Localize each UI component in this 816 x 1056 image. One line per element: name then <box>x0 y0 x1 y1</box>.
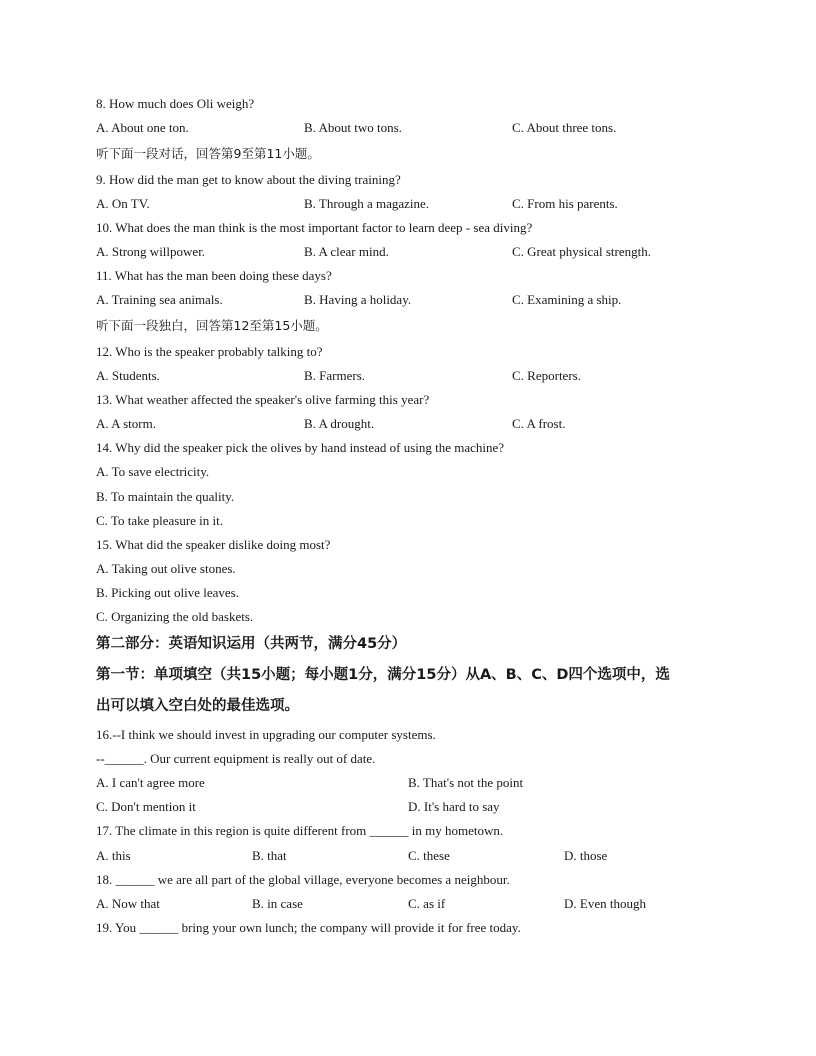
instruction-9-11: 听下面一段对话，回答第9至第11小题。 <box>96 146 320 161</box>
option-a: A. About one ton. <box>96 120 189 135</box>
question-12-stem: 12. Who is the speaker probably talking to? <box>96 344 323 359</box>
section-1-heading-line-2: 出可以填入空白处的最佳选项。 <box>96 698 299 714</box>
option-a: A. Students. <box>96 368 160 383</box>
option-b: B. That's not the point <box>408 775 524 790</box>
question-11-stem: 11. What has the man been doing these days? <box>96 268 332 283</box>
option-b: B. in case <box>252 896 303 911</box>
option-c: C. Reporters. <box>512 368 581 383</box>
option-c: C. Don't mention it <box>96 799 196 814</box>
option-b: B. Farmers. <box>304 368 366 383</box>
option-b: B. About two tons. <box>304 120 402 135</box>
part-2-heading: 第二部分：英语知识运用（共两节，满分45分） <box>96 636 407 652</box>
question-15-option-c: C. Organizing the old baskets. <box>96 609 254 624</box>
question-14-option-a: A. To save electricity. <box>96 464 210 479</box>
question-10-stem: 10. What does the man think is the most important factor to learn deep - sea diving? <box>96 220 533 235</box>
question-13-stem: 13. What weather affected the speaker's olive farming this year? <box>96 392 430 407</box>
question-19-stem: 19. You ______ bring your own lunch; the company will provide it for free today. <box>96 920 521 935</box>
question-15-stem: 15. What did the speaker dislike doing most? <box>96 537 331 552</box>
option-a: A. I can't agree more <box>96 775 205 790</box>
option-a: A. A storm. <box>96 416 156 431</box>
option-c: C. About three tons. <box>512 120 617 135</box>
question-15-option-a: A. Taking out olive stones. <box>96 561 236 576</box>
option-d: D. It's hard to say <box>408 799 500 814</box>
option-c: C. Examining a ship. <box>512 292 622 307</box>
question-17-stem: 17. The climate in this region is quite different from ______ in my hometown. <box>96 823 504 838</box>
option-b: B. Through a magazine. <box>304 196 430 211</box>
question-18-stem: 18. ______ we are all part of the global village, everyone becomes a neighbour. <box>96 872 510 887</box>
option-c: C. these <box>408 848 450 863</box>
option-a: A. Training sea animals. <box>96 292 223 307</box>
question-14-option-b: B. To maintain the quality. <box>96 489 235 504</box>
question-14-option-c: C. To take pleasure in it. <box>96 513 224 528</box>
question-8-stem: 8. How much does Oli weigh? <box>96 96 255 111</box>
option-d: D. Even though <box>564 896 646 911</box>
option-d: D. those <box>564 848 608 863</box>
option-b: B. Having a holiday. <box>304 292 412 307</box>
option-a: A. Now that <box>96 896 160 911</box>
option-a: A. Strong willpower. <box>96 244 206 259</box>
question-14-stem: 14. Why did the speaker pick the olives by hand instead of using the machine? <box>96 440 505 455</box>
instruction-12-15: 听下面一段独白，回答第12至第15小题。 <box>96 318 328 333</box>
option-a: A. this <box>96 848 131 863</box>
option-a: A. On TV. <box>96 196 150 211</box>
question-16-line-2: --______. Our current equipment is really out of date. <box>96 751 376 766</box>
option-b: B. A clear mind. <box>304 244 389 259</box>
option-c: C. as if <box>408 896 446 911</box>
question-9-stem: 9. How did the man get to know about the diving training? <box>96 172 401 187</box>
option-c: C. From his parents. <box>512 196 618 211</box>
question-15-option-b: B. Picking out olive leaves. <box>96 585 239 600</box>
section-1-heading-line-1: 第一节：单项填空（共15小题；每小题1分，满分15分）从A、B、C、D四个选项中，选 <box>96 667 670 683</box>
question-16-line-1: 16.--I think we should invest in upgrading our computer systems. <box>96 727 436 742</box>
option-b: B. that <box>252 848 287 863</box>
option-b: B. A drought. <box>304 416 375 431</box>
option-c: C. Great physical strength. <box>512 244 651 259</box>
option-c: C. A frost. <box>512 416 566 431</box>
